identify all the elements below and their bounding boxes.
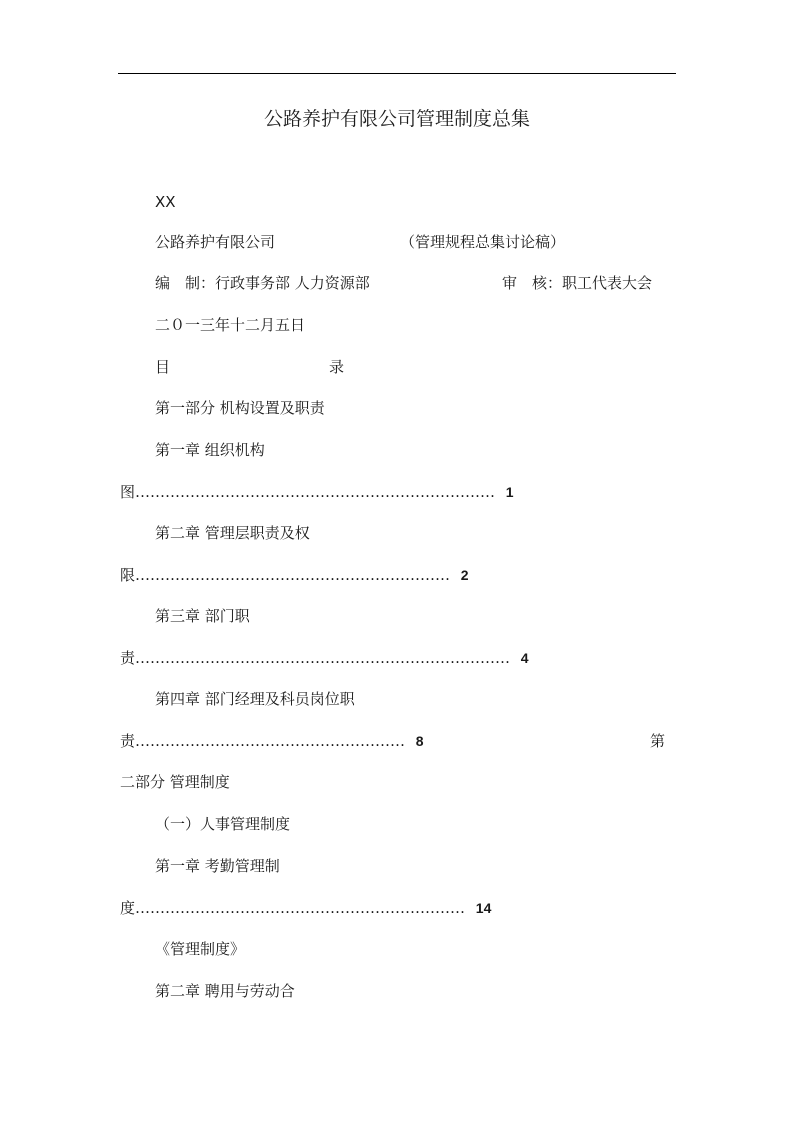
toc-page-number: 4: [520, 650, 529, 666]
toc-dots: …………………………………………………………: [135, 899, 466, 917]
toc-book-title: 《管理制度》: [155, 940, 246, 958]
toc-dots: ………………………………………………………: [135, 566, 451, 584]
toc-heading-right: 录: [329, 358, 345, 376]
toc-part-2: 二部分 管理制度: [120, 773, 230, 791]
toc-chapter-1-tail: 图: [120, 483, 136, 501]
toc-chapter-3: 第三章 部门职: [155, 607, 250, 625]
toc-dots: ………………………………………………: [135, 732, 406, 750]
toc-chapter-4: 第四章 部门经理及科员岗位职: [155, 690, 355, 708]
toc-chapter-4-leader: [120, 730, 424, 752]
toc-page-number: 1: [505, 484, 514, 500]
toc-chapter-2-leader: [120, 564, 469, 586]
toc-dots: …………………………………………………………………: [135, 649, 511, 667]
toc-section-1: （一）人事管理制度: [155, 815, 291, 833]
toc-chapter-3-leader: [120, 647, 529, 669]
toc-chapter-4-tail: 责: [120, 732, 136, 750]
toc-page-number: 14: [475, 900, 492, 916]
company-code: XX: [155, 193, 176, 211]
header-rule: [118, 73, 676, 74]
toc-heading-left: 目: [155, 358, 171, 376]
toc-page-number: 8: [415, 733, 424, 749]
document-title: 公路养护有限公司管理制度总集: [263, 108, 530, 130]
toc-chapter-1: 第一章 组织机构: [155, 441, 265, 459]
toc-page-number: 2: [460, 567, 469, 583]
toc-part-2-head: 第: [650, 732, 666, 750]
toc-chapter-5-leader: [120, 897, 491, 919]
reviewer-line: 审 核：职工代表大会: [502, 274, 653, 292]
document-date: 二０一三年十二月五日: [155, 316, 306, 334]
toc-chapter-1-leader: [120, 481, 514, 503]
toc-chapter-5: 第一章 考勤管理制: [155, 857, 280, 875]
toc-part-1: 第一部分 机构设置及职责: [155, 399, 325, 417]
company-name: 公路养护有限公司: [155, 233, 276, 251]
toc-dots: ………………………………………………………………: [135, 483, 496, 501]
toc-chapter-2-tail: 限: [120, 566, 136, 584]
toc-chapter-6: 第二章 聘用与劳动合: [155, 982, 295, 1000]
compiler-line: 编 制：行政事务部 人力资源部: [155, 274, 370, 292]
toc-chapter-2: 第二章 管理层职责及权: [155, 524, 310, 542]
toc-chapter-5-tail: 度: [120, 899, 136, 917]
draft-note: （管理规程总集讨论稿）: [400, 233, 566, 251]
toc-chapter-3-tail: 责: [120, 649, 136, 667]
